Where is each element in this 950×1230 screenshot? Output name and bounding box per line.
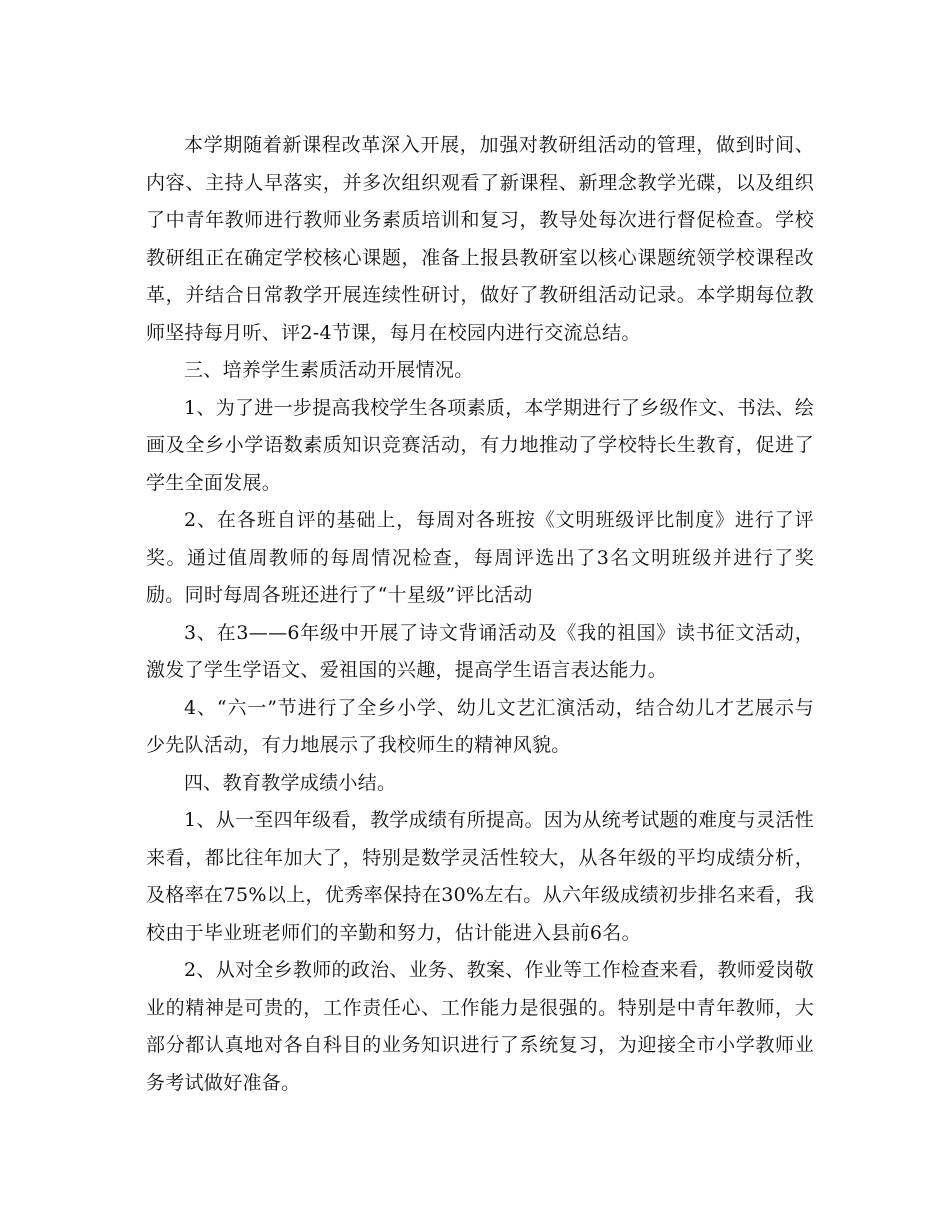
paragraph-childrens-day: 4、“六一”节进行了全乡小学、幼儿文艺汇演活动，结合幼儿才艺展示与少先队活动，有力地展示了我校师生的精神风貌。: [146, 696, 814, 756]
paragraph-poetry-recitation: 3、在3——6年级中开展了诗文背诵活动及《我的祖国》读书征文活动，激发了学生学语文、爱祖国的兴趣，提高学生语言表达能力。: [146, 621, 814, 681]
paragraph-teaching-research: 本学期随着新课程改革深入开展，加强对教研组活动的管理，做到时间、内容、主持人早落实，并多次组织观看了新课程、新理念教学光碟，以及组织了中青年教师进行教师业务素质培训和复习，教导处每次进行督促检查。学校教研组正在确定学校核心课题，准备上报县教研室以核心课题统领学校课程改革，并结合日常教学开展连续性研讨，做好了教研组活动记录。本学期每位教师坚持每月听、评2-4节课，每月在校园内进行交流总结。: [146, 134, 814, 344]
paragraph-civilized-class: 2、在各班自评的基础上，每周对各班按《文明班级评比制度》进行了评奖。通过值周教师的每周情况检查，每周评选出了3名文明班级并进行了奖励。同时每周各班还进行了“十星级”评比活动: [146, 509, 814, 606]
heading-student-quality-activities: 三、培养学生素质活动开展情况。: [184, 359, 474, 381]
paragraph-teacher-inspection: 2、从对全乡教师的政治、业务、教案、作业等工作检查来看，教师爱岗敬业的精神是可贵的，工作责任心、工作能力是很强的。特别是中青年教师，大部分都认真地对各自科目的业务知识进行了系统复习，为迎接全市小学教师业务考试做好准备。: [146, 959, 814, 1094]
document-body: [146, 127, 814, 1102]
paragraph-grade-results: 1、从一至四年级看，教学成绩有所提高。因为从统考试题的难度与灵活性来看，都比往年加大了，特别是数学灵活性较大，从各年级的平均成绩分析，及格率在75%以上，优秀率保持在30%左右。从六年级成绩初步排名来看，我校由于毕业班老师们的辛勤和努力，估计能进入县前6名。: [146, 809, 814, 944]
heading-teaching-results: 四、教育教学成绩小结。: [184, 771, 397, 794]
paragraph-competitions: 1、为了进一步提高我校学生各项素质，本学期进行了乡级作文、书法、绘画及全乡小学语数素质知识竞赛活动，有力地推动了学校特长生教育，促进了学生全面发展。: [146, 396, 814, 494]
